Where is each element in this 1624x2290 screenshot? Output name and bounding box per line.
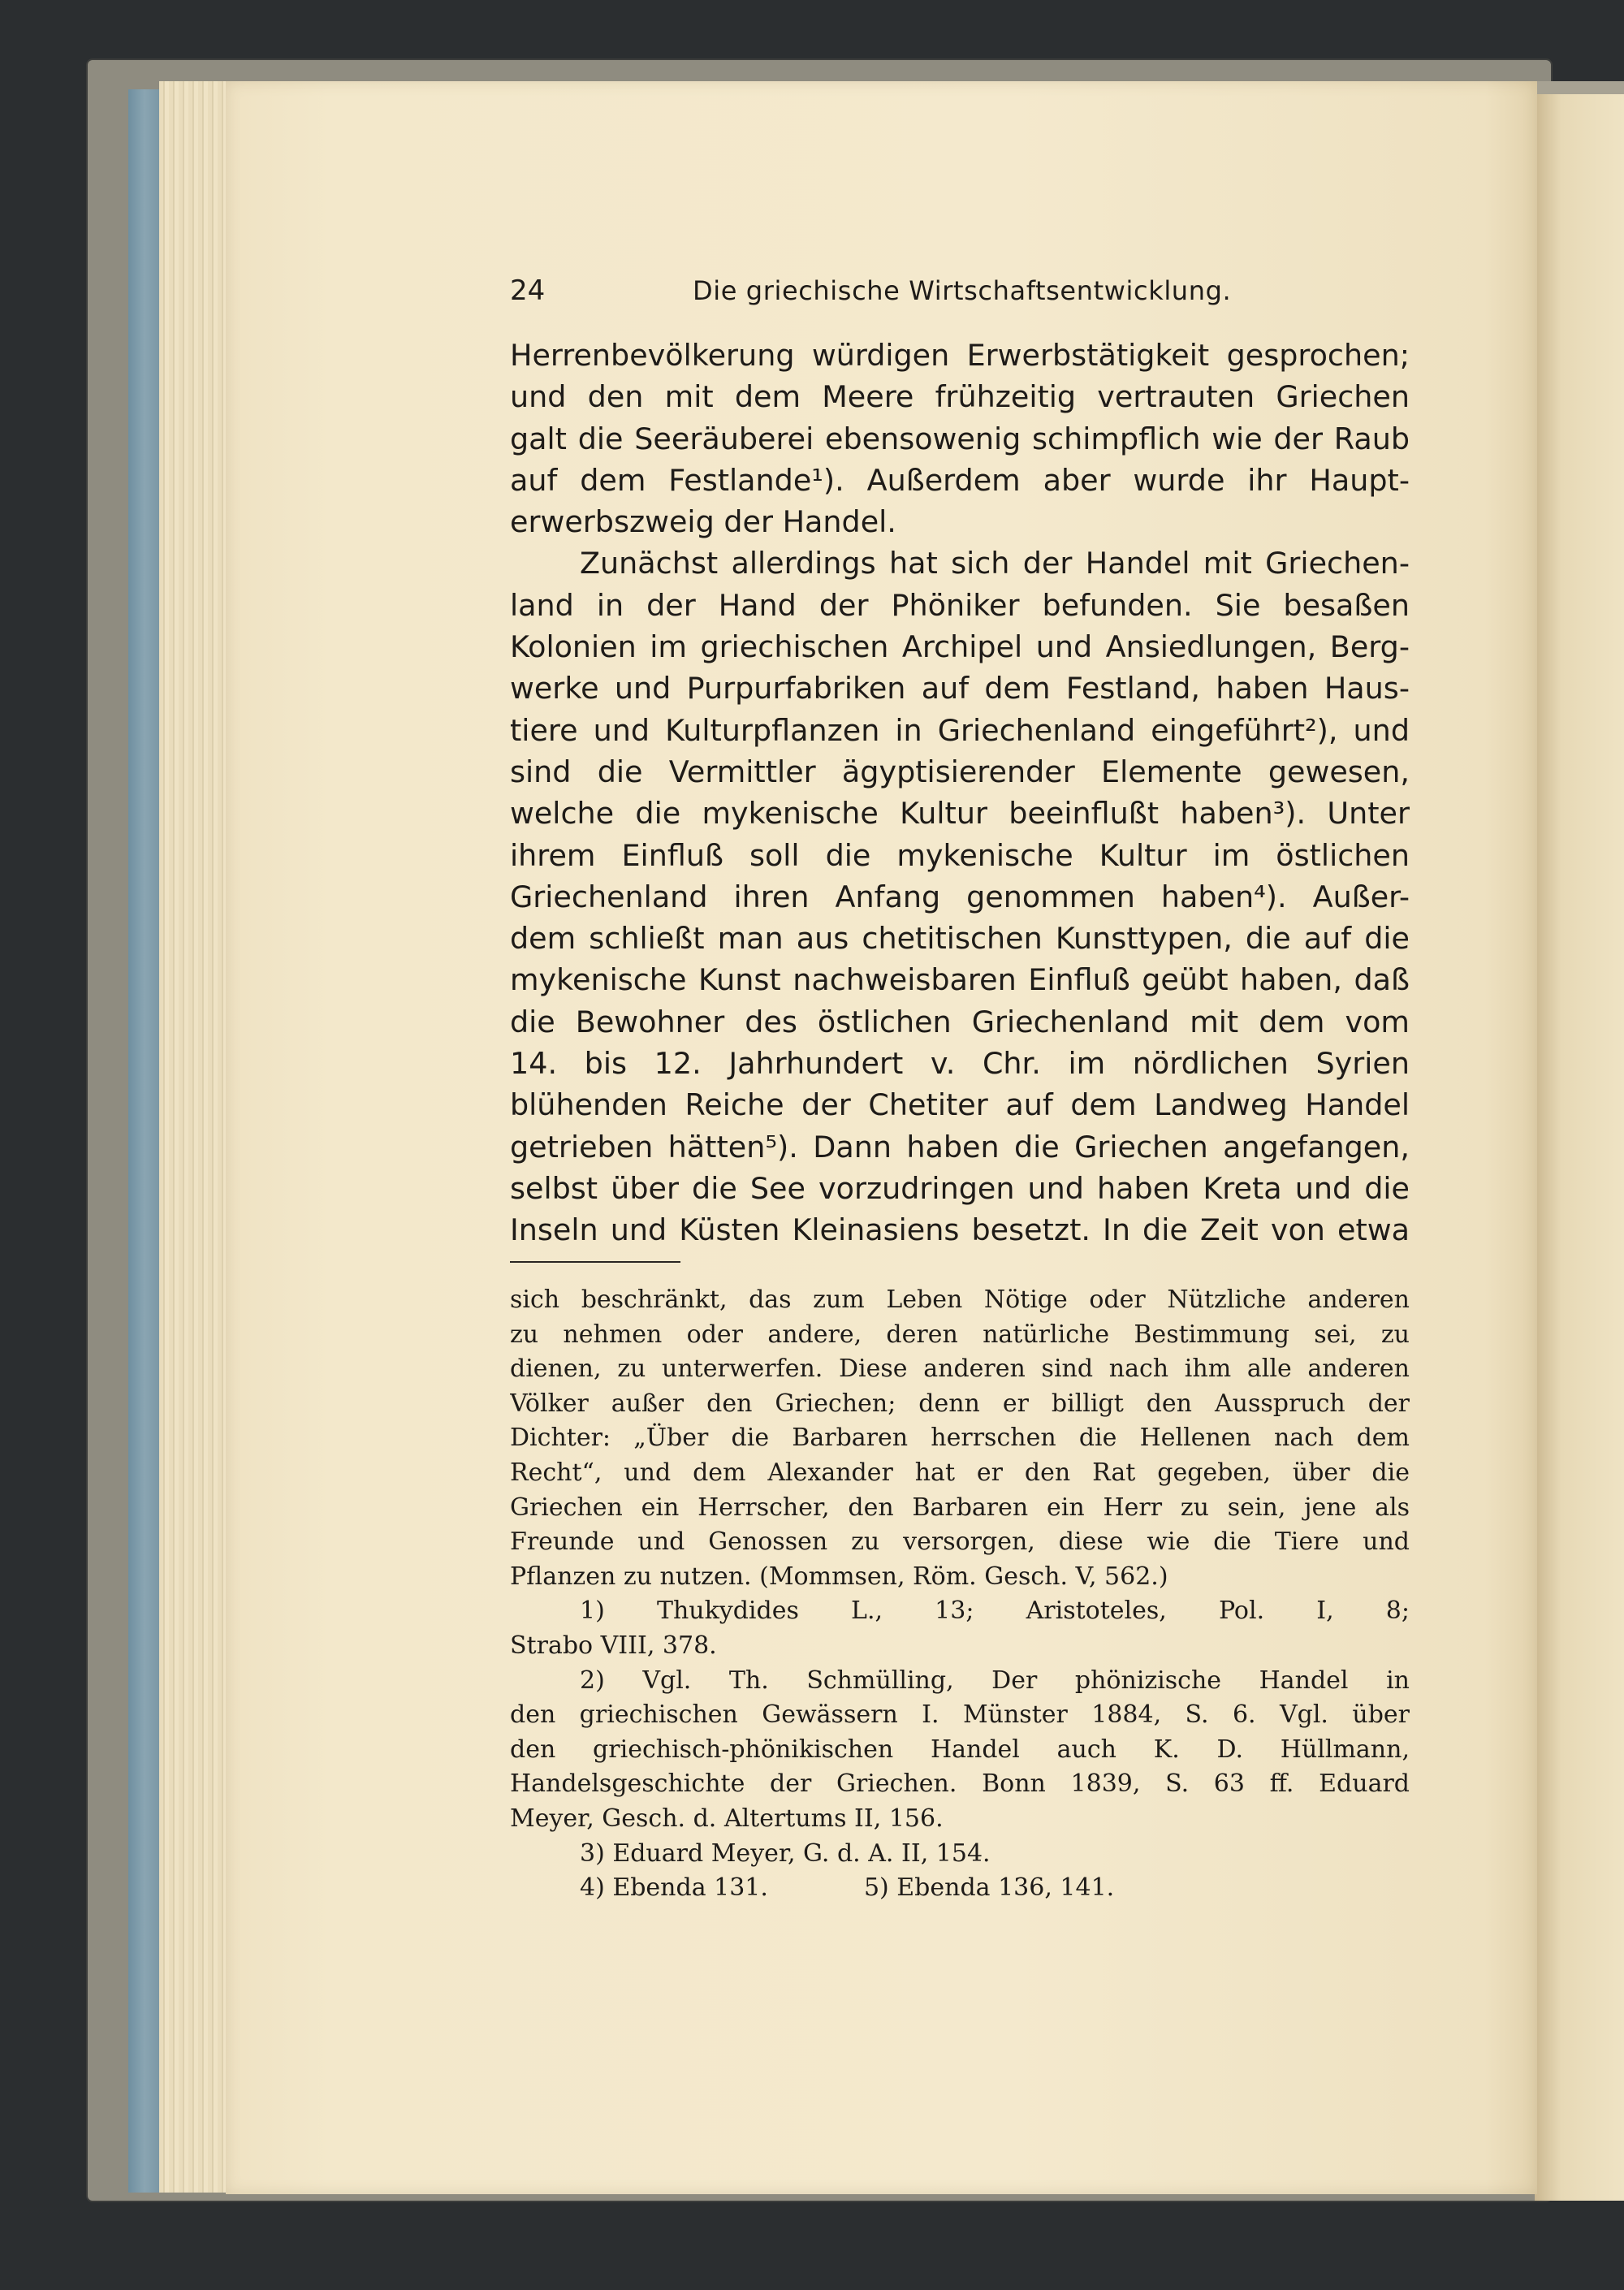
running-title: Die griechische Wirtschaftsentwicklung.	[693, 275, 1232, 306]
body-text	[510, 335, 1410, 1251]
footnote-2: 2) Vgl. Th. Schmülling, Der phönizische Handel in	[580, 1666, 1410, 1695]
body-line: getrieben hätten⁵). Dann haben die Griechen angefangen,	[510, 1129, 1410, 1164]
body-line: 14. bis 12. Jahrhundert v. Chr. im nördlichen Syrien	[510, 1046, 1410, 1082]
footnote-line: dienen, zu unterwerfen. Diese anderen sind nach ihm alle anderen	[510, 1355, 1410, 1384]
body-line: erwerbszweig der Handel.	[510, 504, 896, 540]
body-line: tiere und Kulturpflanzen in Griechenland eingeführt²), und	[510, 712, 1410, 748]
body-line: Kolonien im griechischen Archipel und Ansiedlungen, Berg-	[510, 629, 1410, 665]
body-line: mykenische Kunst nachweisbaren Einfluß geübt haben, daß	[510, 962, 1410, 998]
footnote-line: Recht“, und dem Alexander hat er den Rat gegeben, über die	[510, 1458, 1410, 1487]
body-line: Herrenbevölkerung würdigen Erwerbstätigkeit gesprochen;	[510, 338, 1410, 373]
footnotes	[510, 1283, 1410, 1906]
footnote-line: Völker außer den Griechen; denn er billigt den Ausspruch der	[510, 1389, 1410, 1418]
footnote-line: Griechen ein Herrscher, den Barbaren ein Herr zu sein, jene als	[510, 1493, 1410, 1522]
page-number: 24	[510, 274, 546, 307]
footnote-line: den griechisch-phönikischen Handel auch K. D. Hüllmann,	[510, 1735, 1410, 1764]
running-head	[510, 272, 1234, 309]
book-edge	[128, 89, 161, 2193]
body-line: ihrem Einfluß soll die mykenische Kultur im östlichen	[510, 837, 1410, 873]
footnote-line: Strabo VIII, 378.	[510, 1631, 717, 1660]
body-line: Inseln und Küsten Kleinasiens besetzt. In die Zeit von etwa	[510, 1212, 1410, 1248]
footnote-line: Handelsgeschichte der Griechen. Bonn 1839, S. 63 ff. Eduard	[510, 1769, 1410, 1799]
facing-page-edge	[1535, 81, 1624, 2201]
footnote-line: Freunde und Genossen zu versorgen, diese wie die Tiere und	[510, 1527, 1410, 1557]
body-line: Griechenland ihren Anfang genommen haben⁴). Außer-	[510, 879, 1410, 914]
footnote-divider	[510, 1261, 680, 1263]
footnote-line: Dichter: „Über die Barbaren herrschen die Hellenen nach dem	[510, 1424, 1410, 1453]
footnote-line: zu nehmen oder andere, deren natürliche Bestimmung sei, zu	[510, 1320, 1410, 1349]
footnote-4: 4) Ebenda 131.	[580, 1873, 768, 1903]
body-line: und den mit dem Meere frühzeitig vertrauten Griechen	[510, 379, 1410, 415]
body-line: Zunächst allerdings hat sich der Handel mit Griechen-	[580, 546, 1410, 581]
body-line: die Bewohner des östlichen Griechenland mit dem vom	[510, 1004, 1410, 1039]
footnote-3: 3) Eduard Meyer, G. d. A. II, 154.	[580, 1838, 991, 1868]
footnotes-4-5	[510, 1871, 1410, 1906]
footnote-line: Meyer, Gesch. d. Altertums II, 156.	[510, 1804, 944, 1833]
facing-page-top-edge	[1535, 81, 1624, 94]
footnote-line: den griechischen Gewässern I. Münster 1884, S. 6. Vgl. über	[510, 1700, 1410, 1730]
body-line: dem schließt man aus chetitischen Kunsttypen, die auf die	[510, 921, 1410, 957]
body-line: werke und Purpurfabriken auf dem Festland, haben Haus-	[510, 671, 1410, 706]
body-line: auf dem Festlande¹). Außerdem aber wurde ihr Haupt-	[510, 462, 1410, 498]
body-line: blühenden Reiche der Chetiter auf dem Landweg Handel	[510, 1087, 1410, 1123]
body-line: welche die mykenische Kultur beeinflußt haben³). Unter	[510, 796, 1410, 832]
body-line: land in der Hand der Phöniker befunden. Sie besaßen	[510, 587, 1410, 623]
body-line: sind die Vermittler ägyptisierender Elemente gewesen,	[510, 754, 1410, 789]
body-line: selbst über die See vorzudringen und haben Kreta und die	[510, 1170, 1410, 1206]
body-line: galt die Seeräuberei ebensowenig schimpflich wie der Raub	[510, 421, 1410, 456]
footnote-line: sich beschränkt, das zum Leben Nötige oder Nützliche anderen	[510, 1285, 1410, 1314]
footnote-line: Pflanzen zu nutzen. (Mommsen, Röm. Gesch. V, 562.)	[510, 1562, 1168, 1591]
footnote-1: 1) Thukydides L., 13; Aristoteles, Pol. I, 8;	[580, 1597, 1410, 1626]
footnote-5: 5) Ebenda 136, 141.	[863, 1873, 1115, 1903]
